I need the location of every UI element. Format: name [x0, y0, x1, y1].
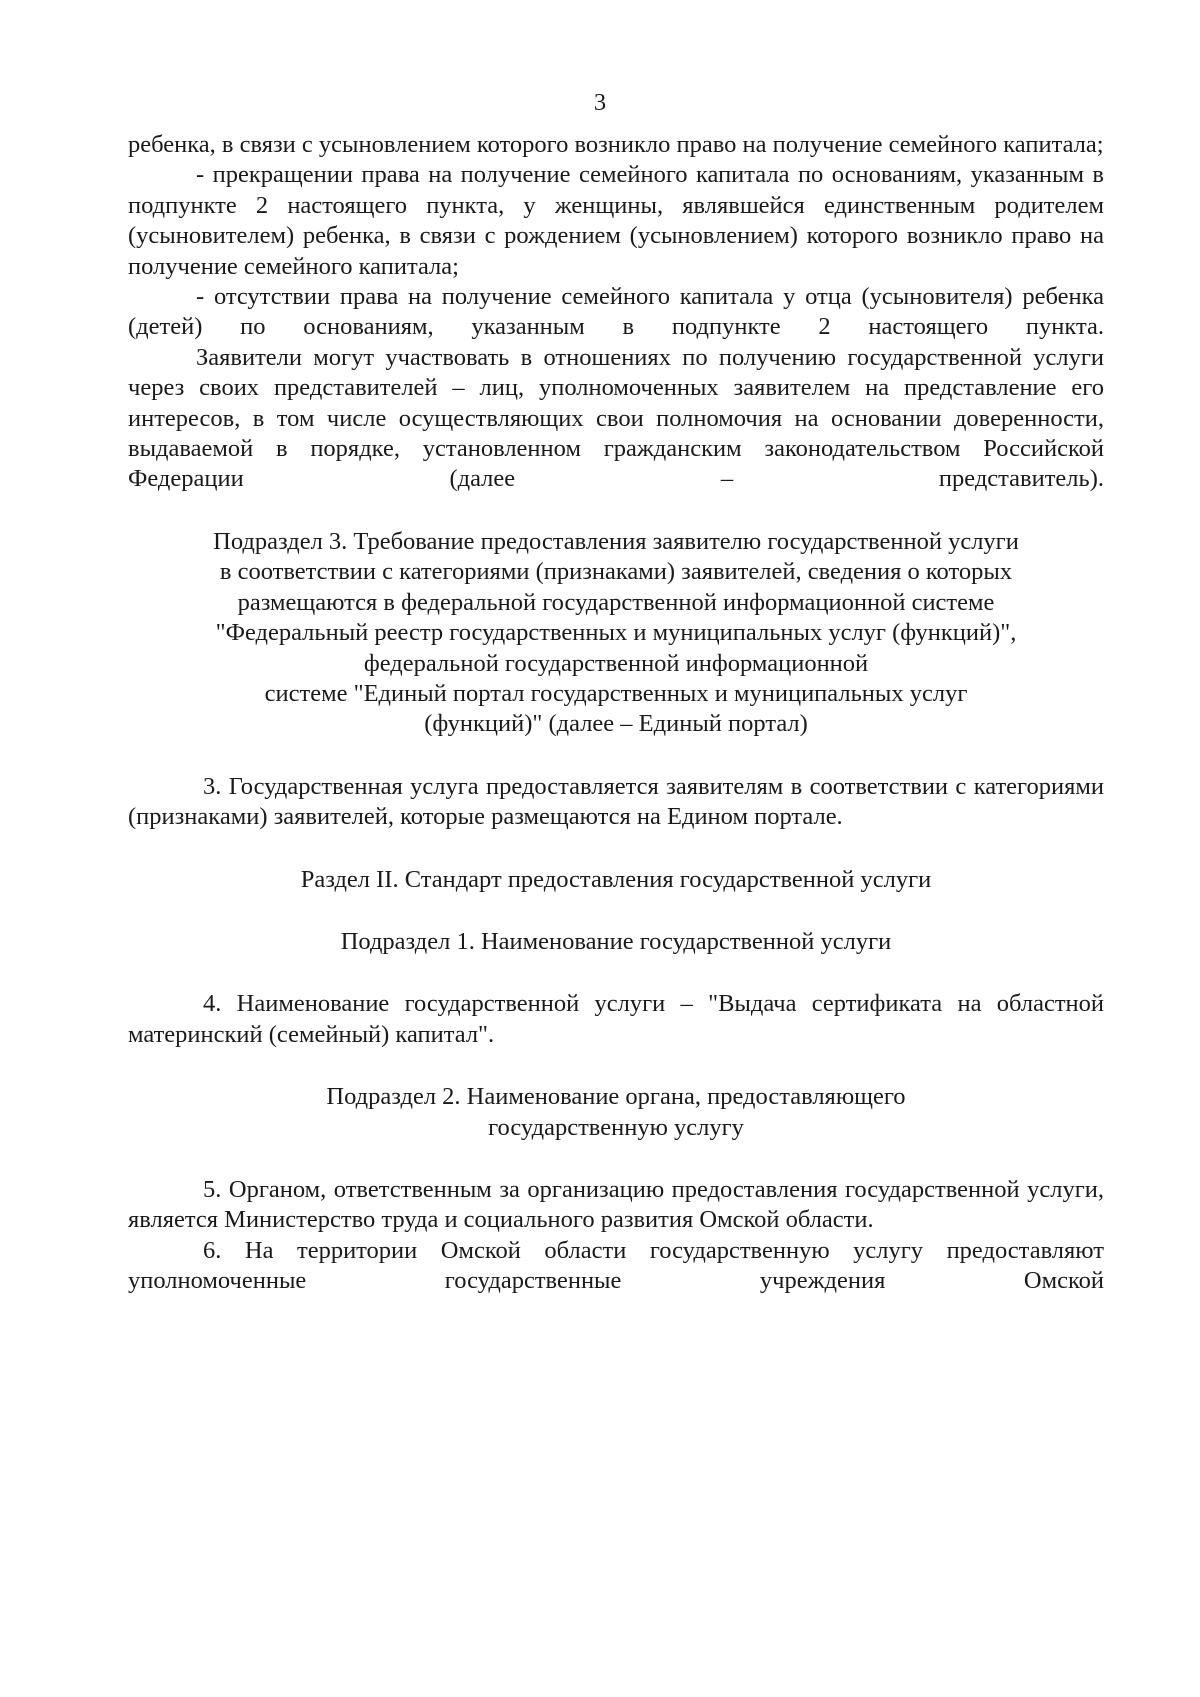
spacer [128, 895, 1104, 927]
heading-line: (функций)" (далее – Единый портал) [424, 710, 808, 738]
paragraph-item-6: 6. На территории Омской области государственную услугу предоставляют уполномоченные государственные учреждения Омской [128, 1236, 1104, 1295]
paragraph-item-4: 4. Наименование государственной услуги – "Выдача сертификата на областной материнский (семейный) капитал". [128, 990, 1104, 1048]
spacer [128, 957, 1104, 989]
heading-subsection-3 [128, 527, 1104, 740]
heading-section-2: Раздел II. Стандарт предоставления государственной услуги [300, 865, 932, 893]
paragraph-representatives: Заявители могут участвовать в отношениях по получению государственной услуги через своих представителей – лиц, уполномоченных заявителем на представление его интересов, в том числе осуществляющих свои полномочия на основании доверенности, выдаваемой в порядке, установленном гражданским законодательством Российской Федерации (далее – представитель). [128, 343, 1104, 493]
heading-line: федеральной государственной информационной [363, 649, 869, 677]
paragraph-adoption-child: ребенка, в связи с усыновлением которого возникло право на получение семейного капитала; [128, 131, 1104, 158]
heading-line: Подраздел 3. Требование предоставления заявителю государственной услуги [213, 527, 1019, 555]
heading-line: "Федеральный реестр государственных и муниципальных услуг (функций)", [215, 619, 1017, 647]
heading-line: системе "Единый портал государственных и муниципальных услуг [264, 679, 968, 707]
heading-line: государственную услугу [488, 1113, 744, 1141]
heading-line: в соответствии с категориями (признаками) заявителей, сведения о которых [219, 558, 1013, 586]
spacer [128, 740, 1104, 772]
page-number: 3 [593, 89, 607, 116]
heading-line: Подраздел 2. Наименование органа, предоставляющего [326, 1083, 906, 1111]
spacer [128, 495, 1104, 527]
paragraph-item-3: 3. Государственная услуга предоставляется заявителям в соответствии с категориями (признаками) заявителей, которые размещаются на Едином портале. [128, 772, 1104, 831]
spacer [128, 833, 1104, 865]
heading-subsection-2 [128, 1082, 1104, 1143]
heading-line: размещаются в федеральной государственной информационной системе [237, 588, 995, 616]
heading-subsection-1: Подраздел 1. Наименование государственной услуги [340, 927, 892, 955]
paragraph-father-no-right: - отсутствии права на получение семейного капитала у отца (усыновителя) ребенка (детей) по основаниям, указанным в подпункте 2 настоящего пункта. [128, 283, 1104, 341]
spacer [128, 1050, 1104, 1082]
document-body [128, 130, 1104, 1297]
paragraph-item-5: 5. Органом, ответственным за организацию предоставления государственной услуги, является Министерство труда и социального развития Омской области. [128, 1175, 1104, 1234]
paragraph-termination-right: - прекращении права на получение семейного капитала по основаниям, указанным в подпункте 2 настоящего пункта, у женщины, являвшейся единственным родителем (усыновителем) ребенка, в связи с рождением (усыновлением) которого возникло право на получение семейного капитала; [128, 161, 1104, 280]
spacer [128, 1143, 1104, 1175]
